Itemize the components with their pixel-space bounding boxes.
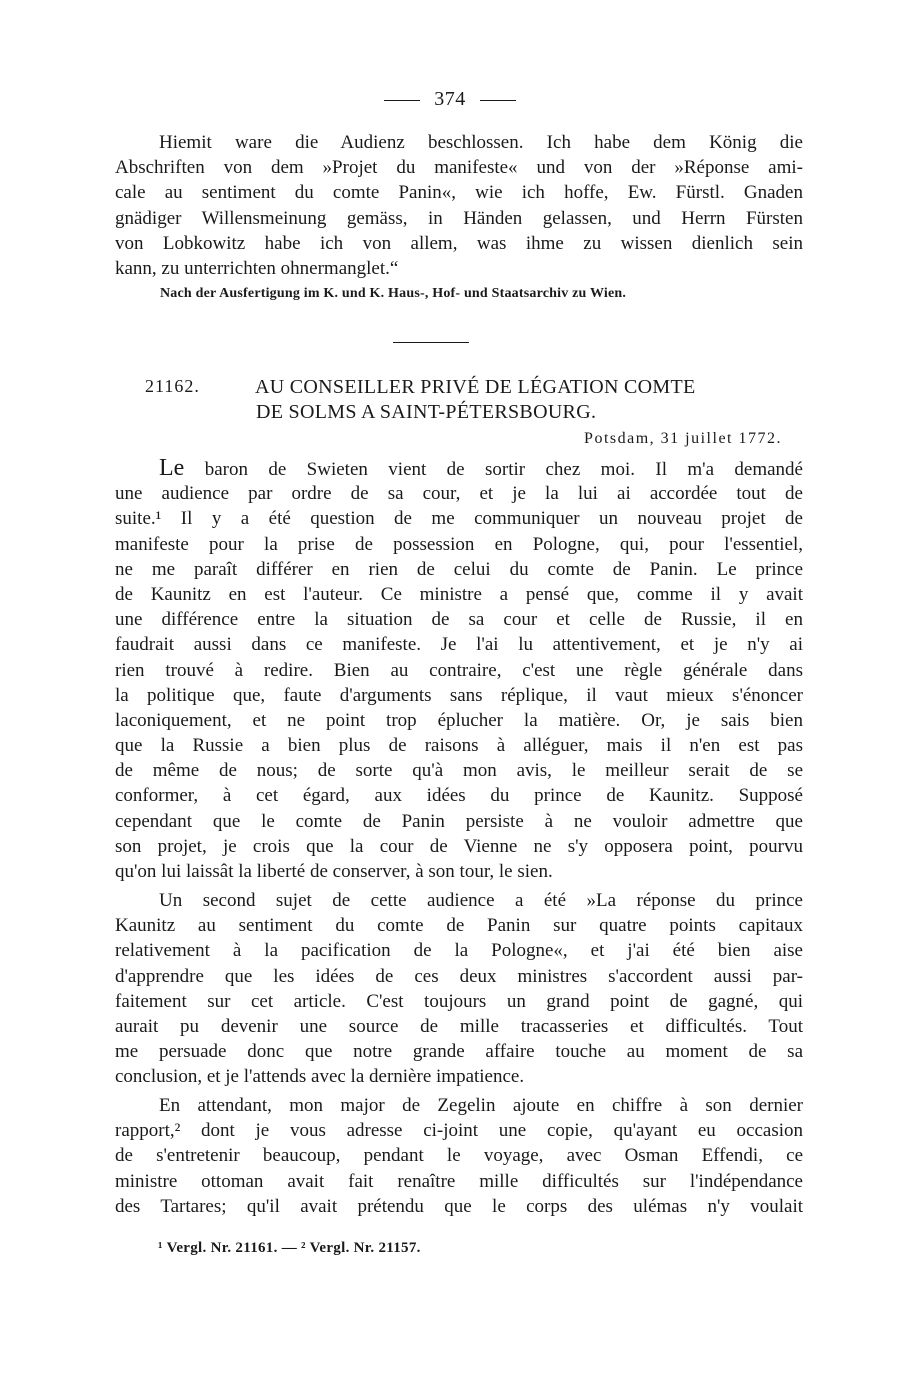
letter-line: d'apprendre que les idées de ces deux ministres s'accordent aussi par- xyxy=(115,965,803,987)
letter-line: suite.¹ Il y a été question de me communiquer un nouveau projet de xyxy=(115,508,803,530)
letter-title-line-1: AU CONSEILLER PRIVÉ DE LÉGATION COMTE xyxy=(255,376,696,398)
letter-line: rien trouvé à redire. Bien au contraire, c'est une règle générale dans xyxy=(115,659,803,681)
page-number-text: 374 xyxy=(434,88,466,110)
letter-dateline: Potsdam, 31 juillet 1772. xyxy=(584,430,782,447)
letter-line: aurait pu devenir une source de mille tracasseries et difficultés. Tout xyxy=(115,1015,803,1037)
letter-line: son projet, je crois que la cour de Vienne ne s'y opposera point, pourvu xyxy=(115,835,803,857)
section-divider xyxy=(393,342,469,343)
letter-paragraph-1 xyxy=(115,456,803,884)
letter-line: une différence entre la situation de sa cour et celle de Russie, il en xyxy=(115,609,803,631)
footnotes: ¹ Vergl. Nr. 21161. — ² Vergl. Nr. 21157. xyxy=(158,1240,421,1256)
page-number xyxy=(0,88,900,111)
drop-cap: Le xyxy=(159,455,185,481)
letter-line: Kaunitz au sentiment du comte de Panin sur quatre points capitaux xyxy=(115,915,803,937)
letter-line: de Kaunitz en est l'auteur. Ce ministre a pensé que, comme il y avait xyxy=(115,583,803,605)
letter-line: qu'on lui laissât la liberté de conserver, à son tour, le sien. xyxy=(115,861,553,882)
letter-line: laconiquement, et ne point trop éplucher la matière. Or, je sais bien xyxy=(115,709,803,731)
intro-paragraph xyxy=(115,130,803,281)
letter-line: ne me paraît différer en rien de celui du comte de Panin. Le prince xyxy=(115,558,803,580)
letter-line: conformer, à cet égard, aux idées du prince de Kaunitz. Supposé xyxy=(115,785,803,807)
intro-line: Abschriften von dem »Projet du manifeste« und von der »Réponse ami- xyxy=(115,157,803,179)
intro-line: kann, zu unterrichten ohnermanglet.“ xyxy=(115,257,399,279)
letter-line: manifeste pour la prise de possession en Pologne, qui, pour l'essentiel, xyxy=(115,533,803,555)
letter-line: En attendant, mon major de Zegelin ajoute en chiffre à son dernier xyxy=(159,1095,803,1116)
letter-line: faitement sur cet article. C'est toujours un grand point de gagné, qui xyxy=(115,990,803,1012)
letter-paragraph-3 xyxy=(115,1093,803,1219)
letter-line: Un second sujet de cette audience a été »La réponse du prince xyxy=(159,890,803,911)
letter-line: cependant que le comte de Panin persiste à ne vouloir admettre que xyxy=(115,810,803,832)
page-number-dash-right xyxy=(480,100,516,101)
letter-title-line-2: DE SOLMS A SAINT-PÉTERSBOURG. xyxy=(256,401,597,423)
letter-line: me persuade donc que notre grande affaire touche au moment de sa xyxy=(115,1041,803,1063)
letter-line: relativement à la pacification de la Pologne«, et j'ai été bien aise xyxy=(115,940,803,962)
letter-line: faudrait aussi dans ce manifeste. Je l'ai lu attentivement, et je n'y ai xyxy=(115,634,803,656)
letter-paragraph-2 xyxy=(115,888,803,1090)
letter-line: que la Russie a bien plus de raisons à alléguer, mais il n'en est pas xyxy=(115,735,803,757)
intro-line: von Lobkowitz habe ich von allem, was ihme zu wissen dienlich sein xyxy=(115,232,803,254)
letter-number: 21162. xyxy=(145,376,200,396)
letter-line: de s'entretenir beaucoup, pendant le voyage, avec Osman Effendi, ce xyxy=(115,1145,803,1167)
intro-line: gnädiger Willensmeinung gemäss, in Händen gelassen, und Herrn Fürsten xyxy=(115,207,803,229)
letter-line: rapport,² dont je vous adresse ci-joint une copie, qu'ayant eu occasion xyxy=(115,1120,803,1142)
letter-line: de même de nous; de sorte qu'à mon avis, le meilleur serait de se xyxy=(115,760,803,782)
letter-line: la politique que, faute d'arguments sans réplique, il vaut mieux s'énoncer xyxy=(115,684,803,706)
page-number-dash-left xyxy=(384,100,420,101)
intro-line: cale au sentiment du comte Panin«, wie ich hoffe, Ew. Fürstl. Gnaden xyxy=(115,182,803,204)
letter-line: conclusion, et je l'attends avec la dernière impatience. xyxy=(115,1066,525,1088)
letter-line: des Tartares; qu'il avait prétendu que le corps des ulémas n'y voulait xyxy=(115,1195,803,1217)
letter-line-text: baron de Swieten vient de sortir chez moi. Il m'a demandé xyxy=(184,459,803,480)
intro-line: Hiemit ware die Audienz beschlossen. Ich habe dem König die xyxy=(159,132,803,153)
archive-source-note: Nach der Ausfertigung im K. und K. Haus-, Hof- und Staatsarchiv zu Wien. xyxy=(160,286,627,301)
letter-line xyxy=(115,456,803,481)
letter-line: une audience par ordre de sa cour, et je la lui ai accordée tout de xyxy=(115,483,803,505)
letter-line: ministre ottoman avait fait renaître mille difficultés sur l'indépendance xyxy=(115,1170,803,1192)
